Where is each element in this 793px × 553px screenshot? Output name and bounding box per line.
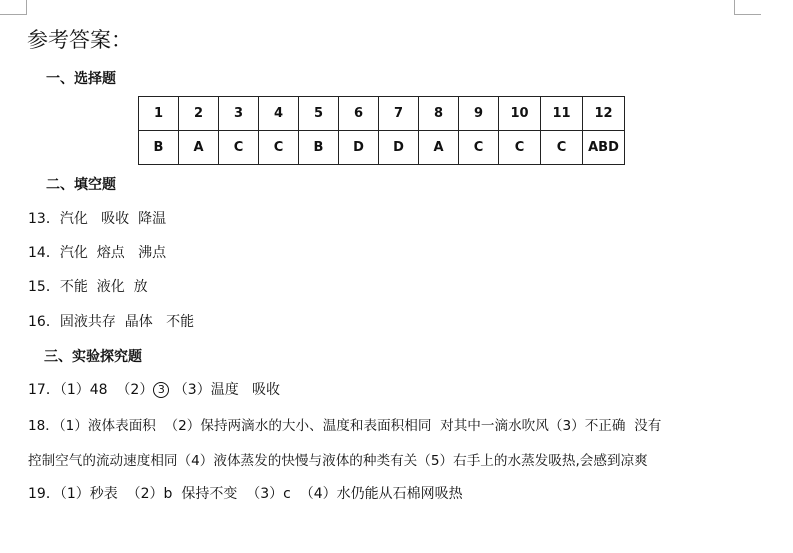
answer-line-16: 16．固液共存 晶体 不能 (28, 314, 195, 330)
section-heading-choice: 一、选择题 (46, 71, 116, 87)
table-cell: C (459, 131, 499, 165)
table-cell: 1 (139, 97, 179, 131)
table-cell: A (419, 131, 459, 165)
table-cell: 4 (259, 97, 299, 131)
table-cell: ABD (583, 131, 625, 165)
table-cell: 5 (299, 97, 339, 131)
answer-line-17-part1: 17．（1）48 （2） (28, 382, 154, 398)
table-cell: B (299, 131, 339, 165)
table-cell: 12 (583, 97, 625, 131)
table-cell: 11 (541, 97, 583, 131)
answer-line-18-second: 控制空气的流动速度相同（4）液体蒸发的快慢与液体的种类有关（5）右手上的水蒸发吸热,会感到凉爽 (28, 453, 648, 469)
table-row-numbers (139, 97, 625, 131)
table-cell: C (219, 131, 259, 165)
table-cell: D (379, 131, 419, 165)
table-cell: 7 (379, 97, 419, 131)
answer-line-14: 14．汽化 熔点 沸点 (28, 245, 167, 261)
table-cell: D (339, 131, 379, 165)
answer-line-17 (28, 379, 280, 399)
table-cell: 3 (219, 97, 259, 131)
table-cell: 9 (459, 97, 499, 131)
table-row-answers (139, 131, 625, 165)
table-cell: 6 (339, 97, 379, 131)
page-title: 参考答案： (27, 28, 132, 52)
table-cell: B (139, 131, 179, 165)
table-cell: C (259, 131, 299, 165)
answer-line-19: 19．（1）秒表 （2）b 保持不变 （3）c （4）水仍能从石棉网吸热 (28, 486, 463, 502)
table-cell: A (179, 131, 219, 165)
answer-line-17-part2: （3）温度 吸收 (169, 382, 281, 398)
table-cell: 8 (419, 97, 459, 131)
answer-line-15: 15．不能 液化 放 (28, 279, 148, 295)
answer-line-13: 13．汽化 吸收 降温 (28, 211, 167, 227)
section-heading-experiment: 三、实验探究题 (44, 349, 142, 365)
answer-table (138, 96, 625, 165)
circled-number: 3 (153, 382, 169, 398)
table-cell: 2 (179, 97, 219, 131)
table-cell: C (499, 131, 541, 165)
table-cell: 10 (499, 97, 541, 131)
page-corner-mark-left (0, 0, 27, 15)
answer-line-18-first: 18．（1）液体表面积 （2）保持两滴水的大小、温度和表面积相同 对其中一滴水吹风（3）不正确 没有 (28, 418, 662, 434)
page-corner-mark-right (734, 0, 761, 15)
table-cell: C (541, 131, 583, 165)
section-heading-fill: 二、填空题 (46, 177, 116, 193)
